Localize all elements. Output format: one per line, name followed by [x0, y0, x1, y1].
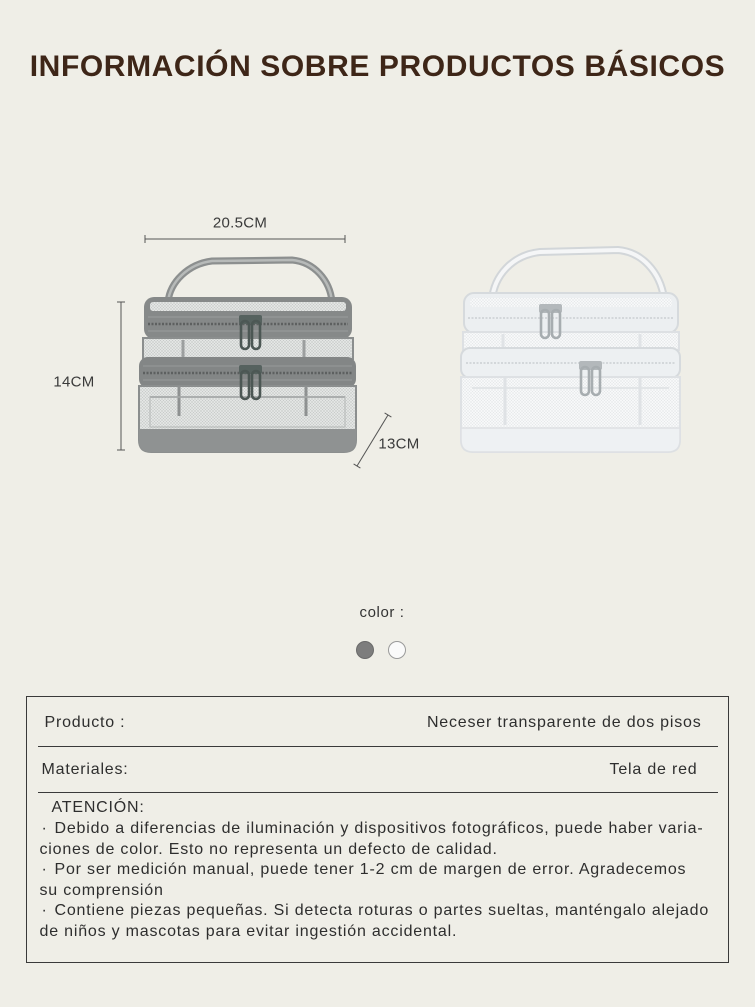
- spec-value: Tela de red: [609, 760, 698, 778]
- color-swatch-gray[interactable]: [356, 641, 374, 659]
- gray-bag-image: [139, 260, 356, 452]
- width-label: 20.5CM: [212, 214, 268, 232]
- attention-line: ciones de color. Esto no representa un defecto de calidad.: [39, 840, 498, 858]
- depth-dimension-tick: [354, 464, 361, 468]
- bullet: ·: [41, 861, 48, 878]
- bag-lower-body: [461, 377, 680, 452]
- depth-dimension-tick: [385, 413, 392, 417]
- depth-label: 13CM: [378, 435, 420, 453]
- height-label: 14CM: [53, 373, 95, 391]
- product-illustration: [0, 0, 755, 500]
- attention-line: de niños y mascotas para evitar ingestión accidental.: [39, 923, 458, 940]
- attention-line: su comprensión: [39, 881, 164, 899]
- spec-label: Producto :: [44, 713, 126, 731]
- attention-heading: ATENCIÓN:: [51, 798, 145, 816]
- bag-lower-body: [139, 386, 356, 452]
- spec-value: Neceser transparente de dos pisos: [426, 713, 702, 731]
- row-divider: [38, 746, 718, 748]
- bag-lid: [464, 293, 678, 333]
- depth-dimension: [354, 413, 420, 468]
- bag-handle: [168, 260, 332, 302]
- color-swatch-white[interactable]: [388, 641, 406, 659]
- bullet: ·: [41, 902, 48, 919]
- attention-line: Por ser medición manual, puede tener 1-2 cm de margen de error. Agradecemos: [54, 861, 687, 878]
- height-dimension: [53, 302, 125, 450]
- spec-label: Materiales:: [41, 760, 129, 778]
- bullet: ·: [41, 820, 48, 837]
- attention-line: Debido a diferencias de iluminación y dispositivos fotográficos, puede haber varia-: [54, 820, 704, 837]
- width-dimension: [145, 215, 345, 244]
- bag-lower-zipper-band: [461, 348, 680, 378]
- product-info-box: [26, 696, 729, 963]
- color-label: color :: [359, 604, 405, 621]
- row-divider: [38, 792, 718, 794]
- attention-line: Contiene piezas pequeñas. Si detecta roturas o partes sueltas, manténgalo alejado: [54, 902, 710, 919]
- page-title: INFORMACIÓN SOBRE PRODUCTOS BÁSICOS: [29, 50, 726, 83]
- white-bag-image: [461, 250, 680, 452]
